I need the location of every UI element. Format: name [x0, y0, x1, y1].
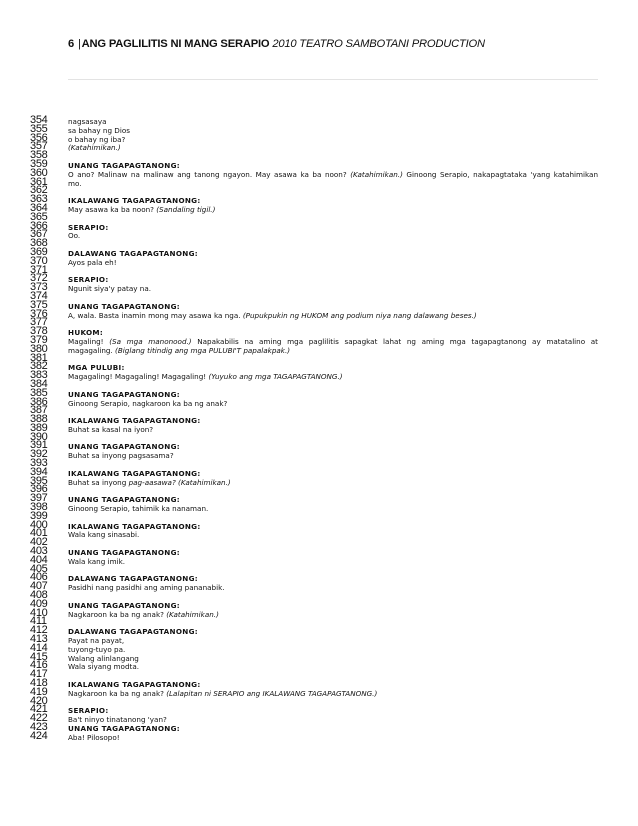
dialogue-text — [68, 373, 598, 381]
speaker-name — [68, 725, 598, 733]
text-run: IKALAWANG TAGAPAGTANONG: — [68, 680, 201, 689]
text-run: Oo. — [68, 231, 81, 241]
dialogue-text — [68, 118, 598, 126]
line-number: 408 — [30, 589, 48, 602]
text-run: Wala kang sinasabi. — [68, 530, 140, 540]
text-run: Magaling! — [68, 336, 110, 346]
text-run: Buhat sa inyong pagsasama? — [68, 451, 174, 461]
page-number: 6 — [68, 38, 75, 50]
script-line — [0, 536, 638, 549]
speaker-name — [68, 523, 598, 531]
line-number: 386 — [30, 395, 48, 408]
stage-direction: (Pupukpukin ng HUKOM ang podium niya nang dalawang beses.) — [242, 310, 477, 320]
text-run: UNANG TAGAPAGTANONG: — [68, 301, 180, 311]
speaker-name — [68, 197, 598, 205]
line-number: 401 — [30, 527, 48, 540]
script-line — [0, 439, 638, 452]
line-number: 421 — [30, 703, 48, 716]
script-line — [0, 122, 638, 135]
script-line — [0, 474, 638, 487]
line-number: 379 — [30, 333, 48, 346]
script-line — [0, 694, 638, 707]
header-divider — [68, 79, 598, 80]
speaker-name — [68, 364, 598, 372]
script-line — [0, 272, 638, 285]
dialogue-text — [68, 637, 598, 645]
line-number: 371 — [30, 263, 48, 276]
line-number: 387 — [30, 404, 48, 417]
dialogue-text — [68, 655, 598, 663]
line-number: 377 — [30, 316, 48, 329]
dialogue-text — [68, 206, 598, 214]
line-number: 418 — [30, 677, 48, 689]
line-number: 420 — [30, 694, 48, 707]
script-line — [0, 228, 638, 241]
line-number: 412 — [30, 624, 48, 637]
line-number: 383 — [30, 369, 48, 382]
text-run: sa bahay ng Dios — [68, 125, 130, 135]
text-run: DALAWANG TAGAPAGTANONG: — [68, 627, 198, 637]
stage-direction: (Katahimikan.) — [166, 609, 219, 619]
speaker-name — [68, 224, 598, 232]
script-line — [0, 245, 638, 258]
text-run: mo. — [68, 178, 82, 188]
script-line — [0, 685, 638, 698]
line-number: 392 — [30, 448, 48, 461]
dialogue-text — [68, 127, 598, 135]
text-run: UNANG TAGAPAGTANONG: — [68, 389, 180, 399]
text-run: Nagkaroon ka ba ng anak? — [68, 688, 167, 698]
text-run: UNANG TAGAPAGTANONG: — [68, 160, 180, 170]
text-run: May asawa ka ba noon? — [68, 204, 157, 214]
line-number: 364 — [30, 201, 48, 214]
text-run: Ginoong Serapio, tahimik ka nanaman. — [68, 504, 209, 514]
script-line — [0, 659, 638, 672]
line-number: 388 — [30, 413, 48, 426]
text-run: Ginoong Serapio, nagkaroon ka ba ng anak? — [68, 398, 228, 408]
line-number: 422 — [30, 712, 48, 725]
speaker-name — [68, 496, 598, 504]
script-line — [0, 386, 638, 399]
script-line — [0, 527, 638, 540]
text-run: nagsasaya — [68, 117, 107, 126]
dialogue-text — [68, 259, 598, 267]
script-line — [0, 263, 638, 276]
text-run: IKALAWANG TAGAPAGTANONG: — [68, 521, 201, 531]
line-number: 391 — [30, 439, 48, 452]
line-number: 354 — [30, 114, 48, 126]
document-title: ANG PAGLILITIS NI MANG SERAPIO — [81, 38, 270, 50]
text-run: Wala siyang modta. — [68, 662, 140, 672]
script-line — [0, 562, 638, 575]
script-line — [0, 360, 638, 373]
speaker-name — [68, 575, 598, 583]
line-number: 384 — [30, 377, 48, 390]
line-number: 373 — [30, 281, 48, 294]
script-line — [0, 413, 638, 426]
script-line — [0, 624, 638, 637]
script-line — [0, 184, 638, 197]
line-number: 407 — [30, 580, 48, 593]
script-line — [0, 518, 638, 531]
speaker-name — [68, 303, 598, 311]
line-number: 369 — [30, 245, 48, 258]
line-number: 363 — [30, 193, 48, 206]
line-number: 411 — [30, 615, 47, 628]
script-line — [0, 492, 638, 505]
line-number: 355 — [30, 122, 48, 135]
line-number: 394 — [30, 465, 48, 478]
stage-direction: (Sandaling tigil.) — [156, 204, 216, 214]
line-number: 380 — [30, 342, 48, 355]
text-run: SERAPIO: — [68, 275, 109, 285]
stage-direction: (Sa mga manonood.) — [109, 336, 192, 346]
text-run: HUKOM: — [68, 328, 104, 338]
script-line — [0, 342, 638, 355]
line-number: 404 — [30, 553, 48, 566]
stage-direction: (Katahimikan.) — [350, 169, 403, 179]
script-line — [0, 351, 638, 364]
line-number: 400 — [30, 518, 48, 531]
text-run: IKALAWANG TAGAPAGTANONG: — [68, 416, 201, 426]
script-line — [0, 703, 638, 716]
line-number: 416 — [30, 659, 48, 672]
script-line — [0, 650, 638, 663]
script-line — [0, 457, 638, 470]
line-number: 367 — [30, 228, 48, 241]
text-run: Napakabilis na aming mga paglilitis sapagkat lahat ng aming mga tagapagtanong ay matatalino at — [191, 336, 598, 346]
line-number: 406 — [30, 571, 48, 584]
script-line — [0, 729, 638, 742]
script-line — [0, 395, 638, 408]
script-line — [0, 668, 638, 681]
dialogue-text — [68, 584, 598, 592]
text-run: O ano? Malinaw na malinaw ang tanong ngayon. May asawa ka ba noon? — [68, 169, 351, 179]
text-run: UNANG TAGAPAGTANONG: — [68, 600, 180, 610]
line-number: 378 — [30, 325, 48, 338]
script-line — [0, 149, 638, 162]
script-line — [0, 465, 638, 478]
line-number: 376 — [30, 307, 48, 320]
text-run: SERAPIO: — [68, 222, 109, 232]
line-number: 368 — [30, 237, 48, 250]
script-body — [0, 114, 638, 742]
script-line — [0, 589, 638, 602]
dialogue-text — [68, 505, 598, 513]
speaker-name — [68, 391, 598, 399]
line-number: 414 — [30, 641, 48, 654]
script-line — [0, 307, 638, 320]
line-number: 417 — [30, 668, 48, 681]
speaker-name — [68, 417, 598, 425]
script-line — [0, 580, 638, 593]
line-number: 356 — [30, 131, 48, 144]
line-number: 362 — [30, 184, 48, 197]
script-line — [0, 281, 638, 294]
script-line — [0, 316, 638, 329]
script-line — [0, 712, 638, 725]
script-line — [0, 219, 638, 232]
script-line — [0, 166, 638, 179]
line-number: 359 — [30, 157, 48, 170]
text-run: IKALAWANG TAGAPAGTANONG: — [68, 196, 201, 206]
line-number: 357 — [30, 140, 48, 153]
line-number: 382 — [30, 360, 48, 373]
line-number: 396 — [30, 483, 48, 496]
line-number: 424 — [30, 729, 48, 742]
text-run: o bahay ng iba? — [68, 134, 126, 144]
dialogue-text — [68, 232, 598, 240]
script-line — [0, 571, 638, 584]
text-run: DALAWANG TAGAPAGTANONG: — [68, 574, 198, 584]
dialogue-text — [68, 734, 598, 742]
script-line — [0, 606, 638, 619]
script-line — [0, 237, 638, 250]
line-number: 372 — [30, 272, 48, 285]
dialogue-text — [68, 558, 598, 566]
dialogue-text — [68, 312, 598, 320]
line-number: 365 — [30, 210, 48, 223]
dialogue-text — [68, 479, 598, 487]
script-line — [0, 501, 638, 514]
line-number: 399 — [30, 509, 48, 522]
line-number: 415 — [30, 650, 48, 663]
speaker-name — [68, 602, 598, 610]
dialogue-text — [68, 646, 598, 654]
text-run: Ba't ninyo tinatanong 'yan? — [68, 715, 167, 725]
script-line — [0, 404, 638, 417]
line-number: 423 — [30, 720, 48, 733]
text-run: Payat na payat, — [68, 636, 125, 646]
script-line — [0, 677, 638, 689]
text-run: Magagaling! Magagaling! Magagaling! — [68, 372, 209, 382]
line-number: 402 — [30, 536, 48, 549]
speaker-name — [68, 329, 598, 337]
line-number: 409 — [30, 597, 48, 610]
text-run: MGA PULUBI: — [68, 363, 125, 373]
dialogue-text — [68, 716, 598, 724]
script-line — [0, 157, 638, 170]
script-line — [0, 430, 638, 443]
dialogue-text — [68, 531, 598, 539]
line-number: 385 — [30, 386, 48, 399]
line-number: 361 — [30, 175, 48, 188]
text-run: IKALAWANG TAGAPAGTANONG: — [68, 468, 201, 478]
script-line — [0, 597, 638, 610]
script-line — [0, 131, 638, 144]
script-line — [0, 369, 638, 382]
line-number: 390 — [30, 430, 48, 443]
speaker-name — [68, 276, 598, 284]
stage-direction: (Biglang titindig ang mga PULUBI'T papalakpak.) — [115, 345, 291, 355]
dialogue-text — [68, 426, 598, 434]
script-line — [0, 615, 638, 628]
speaker-name — [68, 470, 598, 478]
dialogue-text — [68, 285, 598, 293]
page-header — [68, 38, 485, 50]
text-run: Ngunit siya'y patay na. — [68, 284, 152, 294]
text-run: Buhat sa kasal na iyon? — [68, 424, 154, 434]
dialogue-text — [68, 136, 598, 144]
line-number: 375 — [30, 298, 48, 311]
script-line — [0, 325, 638, 338]
header-separator: | — [77, 38, 81, 50]
line-number: 413 — [30, 633, 48, 646]
stage-direction: (Katahimikan.) — [68, 143, 121, 153]
line-number: 374 — [30, 289, 48, 302]
text-run: UNANG TAGAPAGTANONG: — [68, 495, 180, 505]
stage-direction: pag-aasawa? (Katahimikan.) — [128, 477, 231, 487]
dialogue-text — [68, 180, 598, 188]
script-line — [0, 254, 638, 267]
line-number: 381 — [30, 351, 48, 364]
script-line — [0, 193, 638, 206]
text-run: Nagkaroon ka ba ng anak? — [68, 609, 167, 619]
dialogue-text — [68, 144, 598, 152]
text-run: Walang alinlangang — [68, 653, 139, 663]
text-run: Ayos pala eh! — [68, 257, 117, 267]
line-number: 419 — [30, 685, 48, 698]
text-run: Buhat sa inyong — [68, 477, 129, 487]
script-line — [0, 448, 638, 461]
speaker-name — [68, 443, 598, 451]
line-number: 397 — [30, 492, 48, 505]
dialogue-text — [68, 171, 598, 179]
text-run: magagaling. — [68, 345, 116, 355]
dialogue-text — [68, 400, 598, 408]
line-number: 366 — [30, 219, 48, 232]
text-run: Ginoong Serapio, nakapagtataka 'yang katahimikan — [402, 169, 598, 179]
line-number: 410 — [30, 606, 48, 619]
line-number: 370 — [30, 254, 48, 267]
text-run: UNANG TAGAPAGTANONG: — [68, 548, 180, 558]
line-number: 360 — [30, 166, 48, 179]
dialogue-text — [68, 338, 598, 346]
line-number: 395 — [30, 474, 48, 487]
dialogue-text — [68, 663, 598, 671]
line-number: 405 — [30, 562, 48, 575]
text-run: Aba! Pilosopo! — [68, 732, 120, 742]
speaker-name — [68, 162, 598, 170]
speaker-name — [68, 549, 598, 557]
script-line — [0, 483, 638, 496]
line-number: 358 — [30, 149, 48, 162]
speaker-name — [68, 681, 598, 689]
stage-direction: (Yuyuko ang mga TAGAPAGTANONG.) — [208, 372, 343, 382]
dialogue-text — [68, 347, 598, 355]
script-line — [0, 298, 638, 311]
text-run: SERAPIO: — [68, 706, 109, 716]
script-line — [0, 545, 638, 558]
speaker-name — [68, 628, 598, 636]
stage-direction: (Lalapitan ni SERAPIO ang IKALAWANG TAGAPAGTANONG.) — [166, 688, 378, 698]
text-run: DALAWANG TAGAPAGTANONG: — [68, 248, 198, 258]
line-number: 393 — [30, 457, 48, 470]
text-run: tuyong-tuyo pa. — [68, 644, 126, 654]
dialogue-text — [68, 690, 598, 698]
text-run: Pasidhi nang pasidhi ang aming pananabik. — [68, 583, 225, 593]
speaker-name — [68, 707, 598, 715]
text-run: UNANG TAGAPAGTANONG: — [68, 442, 180, 452]
text-run: UNANG TAGAPAGTANONG: — [68, 723, 180, 733]
script-line — [0, 633, 638, 646]
script-line — [0, 175, 638, 188]
speaker-name — [68, 250, 598, 258]
text-run: A, wala. Basta inamin mong may asawa ka nga. — [68, 310, 243, 320]
line-number: 403 — [30, 545, 48, 558]
script-line — [0, 114, 638, 126]
script-line — [0, 210, 638, 223]
script-line — [0, 140, 638, 153]
line-number: 398 — [30, 501, 48, 514]
text-run: Wala kang imik. — [68, 556, 126, 566]
production-subtitle: 2010 TEATRO SAMBOTANI PRODUCTION — [272, 38, 485, 50]
line-number: 389 — [30, 421, 48, 434]
dialogue-text — [68, 611, 598, 619]
dialogue-text — [68, 452, 598, 460]
